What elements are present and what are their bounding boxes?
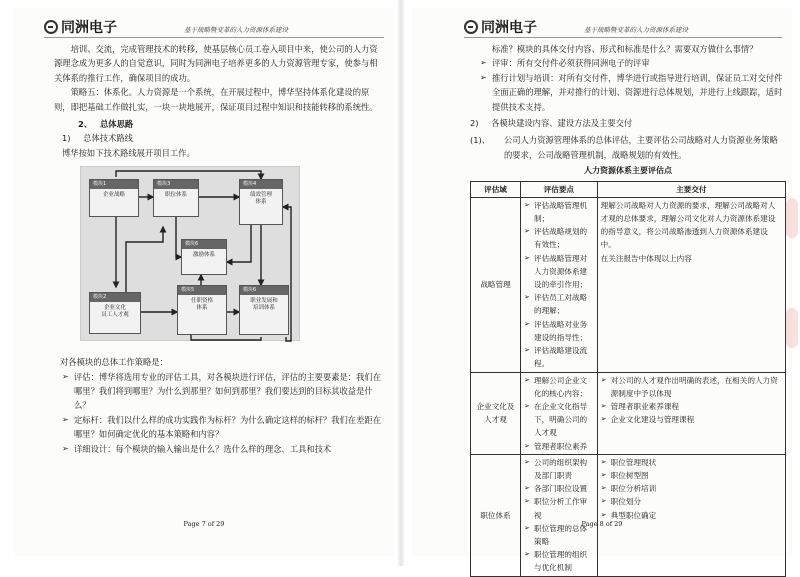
bullet-arrow-icon: ➢ <box>62 371 69 381</box>
deliverables-cell <box>597 454 785 576</box>
point-item: ➢ 评估战略规划的有效性； <box>524 227 588 250</box>
subsection-heading <box>470 116 786 130</box>
logo-text: 同洲电子 <box>61 20 117 36</box>
deliverables-cell <box>597 372 785 454</box>
deliverable-item: ➢ 职位管理现状 <box>601 456 782 469</box>
area-cell: 职位体系 <box>471 454 521 576</box>
page-footer: Page 8 of 29 <box>581 520 623 528</box>
bullet-arrow-icon: ➢ <box>480 58 487 68</box>
table-row <box>471 454 786 576</box>
column-header: 主要交付 <box>597 181 785 197</box>
page-footer: Page 7 of 29 <box>183 520 225 528</box>
logo-icon <box>464 20 478 34</box>
points-cell <box>521 454 598 576</box>
header-subtitle: 基于战略暨变革的人力资源体系建设 <box>184 26 288 34</box>
subsection-number: 2) <box>470 118 479 129</box>
point-item: ➢ 评估战略建设流程。 <box>524 346 588 369</box>
point-item: ➢ 管理者职位素养 <box>524 440 594 453</box>
paragraph: 策略五：体系化。人力资源是一个系统，在开展过程中，博华坚持体系化建设的原则，即把基础工作做扎实，一块一块地展开，保证项目过程中知识和技能转移的系统性。 <box>54 87 378 112</box>
point-item: ➢ 评估战略对业务建设的指导性； <box>524 319 588 342</box>
evaluation-table <box>470 181 786 577</box>
bullet-arrow-icon: ➢ <box>524 200 530 209</box>
list-item: ➢ 定标杆：我们以什么样的成功实践作为标杆？为什么确定这样的标杆？我们在差距在哪里？如何确定优化的基本策略和内容？ <box>62 414 381 440</box>
technical-route-diagram <box>80 166 300 341</box>
right-content <box>470 42 786 577</box>
bullet-arrow-icon: ➢ <box>524 550 530 559</box>
bullet-arrow-icon: ➢ <box>524 319 530 328</box>
bullet-arrow-icon: ➢ <box>600 375 607 384</box>
point-item: ➢ 在企业文化指导下，明确公司的人才观 <box>524 401 588 438</box>
deliverable-item: ➢ 职位分析培训 <box>601 482 782 495</box>
point-item: ➢ 各部门职位设置 <box>524 482 594 495</box>
point-item: ➢ 评估战略管理对人力资源体系建设的牵引作用； <box>524 253 588 290</box>
deliverable-item: ➢ 管理者职业素养课程 <box>601 400 782 413</box>
page-header <box>464 16 782 38</box>
module-4: 模块4 绩效管理 体系 <box>239 179 283 225</box>
bullet-arrow-icon: ➢ <box>524 346 530 355</box>
table-row <box>471 372 786 454</box>
point-item: ➢ 职位管理的总体策略 <box>524 523 588 546</box>
subsection-number: 1) <box>62 133 71 144</box>
table-row <box>471 197 786 372</box>
header-subtitle: 基于战略暨变革的人力资源体系建设 <box>584 26 688 34</box>
module-6: 模块6 职业发展和 培训体系 <box>239 285 289 335</box>
section-title: 总体思路 <box>100 119 134 130</box>
strategy-intro: 对各模块的总体工作策略是： <box>60 357 168 368</box>
module-6-incentive: 模块6 激励体系 <box>181 239 227 275</box>
bullet-arrow-icon: ➢ <box>600 470 607 479</box>
deliverables-cell: 理解公司战略对人力资源的要求，理解公司战略对人才观的总体要求，理解公司文化对人力资源体系建设的指导意义，将公司战略渗透到人力资源体系建设中。 在关注报告中体现以上内容 <box>597 197 785 372</box>
bullet-arrow-icon: ➢ <box>600 484 607 493</box>
point-item: ➢ 评估员工对战略的理解； <box>524 293 588 316</box>
column-header: 评估域 <box>471 181 521 197</box>
module-5: 模块5 任职资格 体系 <box>177 285 227 335</box>
point-item: ➢ 评估战略管理机制； <box>524 200 588 224</box>
bullet-arrow-icon: ➢ <box>600 401 607 410</box>
logo-text: 同洲电子 <box>481 20 537 36</box>
list-item: ➢ 推行计划与培训：对所有交付件，博华进行或指导进行培训，保证员工对交付件全面正确的理解，并对推行的计划、资源进行总体规划，并进行上线跟踪，适时提供技术支持。 <box>480 72 783 112</box>
point-item: ➢ 公司的组织架构及部门职责 <box>524 457 588 480</box>
page-spine <box>398 0 404 566</box>
scan-mark <box>786 308 798 348</box>
list-item: ➢ 评估：博华将选用专业的评估工具，对各模块进行评估，评估的主要要素是：我们在哪里？我们将到哪里？为什么到那里？如何到那里？我们要达到的目标其收益是什么？ <box>62 371 381 411</box>
left-page <box>14 8 394 556</box>
bullet-arrow-icon: ➢ <box>600 510 607 519</box>
bullet-arrow-icon: ➢ <box>524 457 530 466</box>
deliverable-item: ➢ 企业文化建设与管理课程 <box>601 413 782 426</box>
deliverable-item: ➢ 职位树型图 <box>601 469 782 482</box>
bullet-arrow-icon: ➢ <box>600 415 607 424</box>
list-item: ➢ 详细设计：每个模块的输入输出是什么？选什么样的理念、工具和技术 <box>62 442 384 456</box>
points-cell <box>521 372 598 454</box>
subsection-heading <box>54 131 384 145</box>
bullet-arrow-icon: ➢ <box>600 497 607 506</box>
module-2: 模块2 企业文化 员工人才观 <box>89 292 141 334</box>
bullet-arrow-icon: ➢ <box>62 414 69 424</box>
scan-mark <box>786 198 798 238</box>
subsection-title: 各模块建设内容、建设方法及主要交付 <box>491 118 633 129</box>
page-header <box>44 16 384 38</box>
bullet-arrow-icon: ➢ <box>62 443 69 453</box>
point-item: ➢ 职位管理的组织与优化机制 <box>524 550 588 573</box>
list-item: ➢ 评审：所有交付件必须获得同洲电子的评审 <box>480 56 786 70</box>
module-3: 模块3 职位体系 <box>153 179 199 217</box>
bullet-arrow-icon: ➢ <box>524 401 530 410</box>
bullet-arrow-icon: ➢ <box>524 484 530 493</box>
left-content <box>54 42 384 456</box>
bullet-arrow-icon: ➢ <box>480 72 487 82</box>
bullet-arrow-icon: ➢ <box>524 375 530 384</box>
lead-text: 博华按如下技术路线展开项目工作。 <box>62 147 195 158</box>
deliverable-item: ➢ 对公司的人才观作出明确的表述，在相关的人力资源制度中予以体现 <box>600 375 778 398</box>
logo-icon <box>44 20 58 34</box>
table-caption: 人力资源体系主要评估点 <box>584 166 672 176</box>
item-number: (1)、 <box>470 135 491 146</box>
deliverable-item: ➢ 职位划分 <box>601 495 782 508</box>
bullet-arrow-icon: ➢ <box>524 497 530 506</box>
right-page <box>412 8 792 573</box>
brand-logo <box>44 18 117 36</box>
area-cell: 战略管理 <box>471 197 521 372</box>
paragraph: 培训、交流，完成管理技术的转移，使基层核心员工卷入项目中来，使公司的人力资源理念成为更多人的自觉意识，同时为同洲电子培养更多的人力资源管理专家，使参与相关体系的推行工作，确保项目的成功。 <box>54 44 378 83</box>
points-cell <box>521 197 598 372</box>
subsection-title: 总体技术路线 <box>83 133 133 144</box>
brand-logo <box>464 18 537 36</box>
area-cell: 企业文化及人才观 <box>471 372 521 454</box>
table-header-row <box>471 181 786 197</box>
point-item: ➢ 理解公司企业文化的核心内容； <box>524 375 588 398</box>
deliverable-item: ➢ 典型职位确定 <box>601 509 782 522</box>
bullet-arrow-icon: ➢ <box>524 441 530 450</box>
section-heading <box>54 117 384 131</box>
bullet-arrow-icon: ➢ <box>600 457 607 466</box>
continued-text: 标准？模块的具体交付内容、形式和标准是什么？需要双方做什么事情？ <box>492 44 758 54</box>
numbered-item: (1)、 公司人力资源管理体系的总体评估，主要评估公司战略对人力资源业务策略的要求，公司战略管理机制，战略规划的有效性。 <box>470 135 778 160</box>
module-1: 模块1 企业战略 <box>89 179 139 217</box>
column-header: 评估要点 <box>521 181 598 197</box>
bullet-arrow-icon: ➢ <box>524 227 530 236</box>
point-item: ➢ 职位分析工作审视 <box>524 497 588 520</box>
bullet-arrow-icon: ➢ <box>524 293 530 302</box>
bullet-arrow-icon: ➢ <box>524 523 530 532</box>
bullet-arrow-icon: ➢ <box>524 253 530 262</box>
section-number: 2、 <box>78 119 93 130</box>
